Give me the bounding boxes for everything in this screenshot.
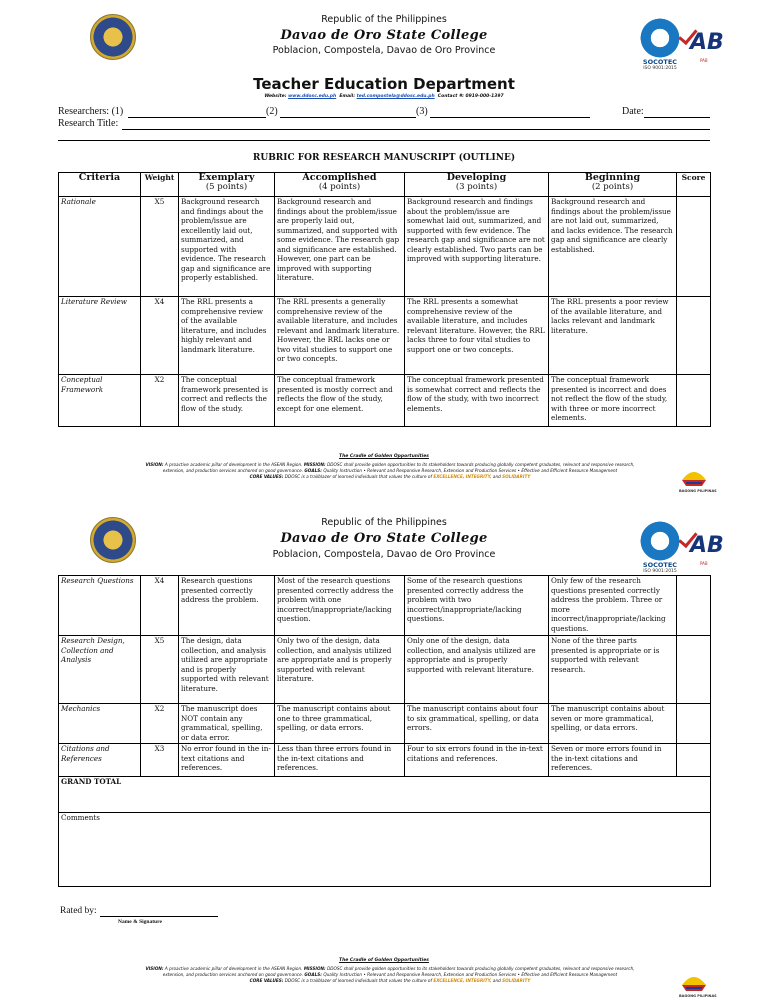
weight-cell: X5 (141, 636, 179, 704)
developing-cell: Background research and findings about the problem/issue are somewhat laid out, summarized, and supported with few evidence. The research gap and significance are not clearly established. Two parts can be improved with supporting literature. (405, 197, 549, 297)
exemplary-cell: The RRL presents a comprehensive review of the available literature, and includes highly relevant and landmark literature. (179, 297, 275, 375)
page-2 (0, 503, 768, 1006)
accomplished-cell: The conceptual framework presented is mostly correct and reflects the flow of the study, except for one element. (275, 375, 405, 427)
developing-cell: Some of the research questions presented correctly address the problem with two incorrect/inappropriate/lacking questions. (405, 576, 549, 636)
pab-label: PAB (700, 561, 708, 566)
score-cell[interactable] (677, 744, 711, 777)
developing-cell: The manuscript contains about four to six grammatical, spelling, or data errors. (405, 704, 549, 744)
comments-row (59, 813, 711, 887)
exemplary-cell: The design, data collection, and analysis utilized are appropriate and is properly supported with relevant literature. (179, 636, 275, 704)
researcher-3-field[interactable] (430, 117, 590, 118)
college-motto: The Cradle of Golden Opportunities (339, 958, 429, 963)
researcher-2-field[interactable] (280, 117, 416, 118)
vision-mission-block: VISION: A proactive academic pillar of development in the ASEAN Region. MISSION: DDOSC shall provide golden opportunities to its stakeholders towards producing globally competent graduates, relevant and responsive research, extension, and production services anchored on good governance. GOALS: Quality Instruction • Relevant and Responsive Research, Extension and Production Services • Effective and Efficient Resource Management CORE VALUES: DDOSC is a trailblazer of learned individuals that values the culture of EXCELLENCE, INTEGRITY, and SOLIDARITY (145, 462, 635, 479)
vision-mission-block: VISION: A proactive academic pillar of development in the ASEAN Region. MISSION: DDOSC shall provide golden opportunities to its stakeholders towards producing globally competent graduates, relevant and responsive research, extension, and production services anchored on good governance. GOALS: Quality Instruction • Relevant and Responsive Research, Extension and Production Services • Effective and Efficient Resource Management CORE VALUES: DDOSC is a trailblazer of learned individuals that values the culture of EXCELLENCE, INTEGRITY, and SOLIDARITY (145, 966, 635, 983)
accomplished-header: Accomplished (4 points) (275, 173, 405, 197)
score-cell[interactable] (677, 297, 711, 375)
divider (58, 140, 710, 141)
accomplished-cell: The manuscript contains about one to three grammatical, spelling, or data errors. (275, 704, 405, 744)
department-title: Teacher Education Department (253, 75, 515, 93)
table-row (59, 297, 711, 375)
name-signature-label: Name & Signature (118, 919, 162, 925)
researcher-2-label: (2) (266, 106, 278, 117)
exemplary-cell: Research questions presented correctly address the problem. (179, 576, 275, 636)
criteria-cell: Citations and References (59, 744, 141, 777)
developing-cell: The RRL presents a somewhat comprehensive review of the available literature, and includes relevant literature. However, the RRL lacks three to four vital studies to support one or two concepts. (405, 297, 549, 375)
website-link[interactable]: www.ddosc.edu.ph (288, 94, 337, 99)
exemplary-header: Exemplary (5 points) (179, 173, 275, 197)
score-header: Score (677, 173, 711, 197)
socotec-label: SOCOTEC (642, 561, 678, 569)
accomplished-cell: Most of the research questions presented correctly address the problem with one incorrect/inappropriate/lacking question. (275, 576, 405, 636)
researcher-1-field[interactable] (128, 117, 266, 118)
score-cell[interactable] (677, 197, 711, 297)
pab-label: PAB (700, 58, 708, 63)
grand-total-row (59, 777, 711, 813)
weight-cell: X3 (141, 744, 179, 777)
iso-label: ISO 9001:2015 (643, 66, 677, 71)
grand-total-label: GRAND TOTAL (59, 777, 711, 813)
bagong-pilipinas-logo (680, 971, 708, 993)
table-row (59, 375, 711, 427)
table-row (59, 744, 711, 777)
socotec-label: SOCOTEC (642, 58, 678, 66)
beginning-cell: None of the three parts presented is appropriate or is supported with relevant research. (549, 636, 677, 704)
criteria-cell: Literature Review (59, 297, 141, 375)
rated-by-field[interactable] (100, 916, 218, 917)
college-motto: The Cradle of Golden Opportunities (339, 454, 429, 459)
criteria-cell: Research Design, Collection and Analysis (59, 636, 141, 704)
rated-by-label: Rated by: (60, 906, 97, 916)
bagong-pilipinas-label: BAGONG PILIPINAS (679, 994, 717, 998)
socotec-cert-logo (640, 521, 680, 561)
criteria-cell: Mechanics (59, 704, 141, 744)
exemplary-cell: Background research and findings about the problem/issue are excellently laid out, summarized, and supported with evidence. The research gap and significance are properly established. (179, 197, 275, 297)
college-address: Poblacion, Compostela, Davao de Oro Province (272, 45, 496, 56)
rubric-table-1 (58, 172, 711, 427)
beginning-cell: Background research and findings about the problem/issue are not laid out, summarized, and lacks evidence. The research gap and significance are clearly established. (549, 197, 677, 297)
score-cell[interactable] (677, 375, 711, 427)
developing-cell: The conceptual framework presented is somewhat correct and reflects the flow of the study, with two incorrect elements. (405, 375, 549, 427)
weight-cell: X2 (141, 375, 179, 427)
exemplary-cell: The manuscript does NOT contain any grammatical, spelling, or data error. (179, 704, 275, 744)
developing-cell: Only one of the design, data collection, and analysis utilized are appropriate and is properly supported with relevant literature. (405, 636, 549, 704)
exemplary-cell: The conceptual framework presented is correct and reflects the flow of the study. (179, 375, 275, 427)
researcher-3-label: (3) (416, 106, 428, 117)
beginning-cell: The RRL presents a poor review of the available literature, and lacks relevant and landmark literature. (549, 297, 677, 375)
bagong-pilipinas-logo (680, 466, 708, 488)
weight-cell: X2 (141, 704, 179, 744)
email-link[interactable]: ted.compostela@ddosc.edu.ph (356, 94, 435, 99)
weight-cell: X4 (141, 297, 179, 375)
table-row (59, 704, 711, 744)
date-label: Date: (622, 106, 644, 117)
research-title-field[interactable] (122, 129, 710, 130)
comments-field[interactable]: Comments (59, 813, 711, 887)
beginning-cell: Seven or more errors found in the in-text citations and references. (549, 744, 677, 777)
weight-cell: X5 (141, 197, 179, 297)
exemplary-cell: No error found in the in-text citations and references. (179, 744, 275, 777)
rubric-header-row (59, 173, 711, 197)
beginning-cell: The manuscript contains about seven or more grammatical, spelling, or data errors. (549, 704, 677, 744)
republic-text: Republic of the Philippines (321, 517, 447, 528)
accomplished-cell: Less than three errors found in the in-text citations and references. (275, 744, 405, 777)
weight-header: Weight (141, 173, 179, 197)
developing-header: Developing (3 points) (405, 173, 549, 197)
iso-label: ISO 9001:2015 (643, 569, 677, 574)
contact-line: Website: www.ddosc.edu.ph Email: ted.compostela@ddosc.edu.ph Contact #: 0919-000-1397 (264, 94, 504, 99)
college-name: Davao de Oro State College (280, 531, 488, 546)
college-address: Poblacion, Compostela, Davao de Oro Province (272, 549, 496, 560)
accomplished-cell: Background research and findings about the problem/issue are properly laid out, summarized, and supported with some evidence. The research gap and significance are established. However, one part can be improved with supporting literature. (275, 197, 405, 297)
research-title-label: Research Title: (58, 118, 119, 129)
score-cell[interactable] (677, 576, 711, 636)
beginning-header: Beginning (2 points) (549, 173, 677, 197)
date-field[interactable] (644, 117, 710, 118)
rubric-title: RUBRIC FOR RESEARCH MANUSCRIPT (OUTLINE) (252, 153, 516, 163)
weight-cell: X4 (141, 576, 179, 636)
criteria-cell: Conceptual Framework (59, 375, 141, 427)
beginning-cell: The conceptual framework presented is incorrect and does not reflect the flow of the study, with three or more incorrect elements. (549, 375, 677, 427)
criteria-cell: Research Questions (59, 576, 141, 636)
score-cell[interactable] (677, 636, 711, 704)
score-cell[interactable] (677, 704, 711, 744)
rubric-table-2 (58, 575, 711, 887)
republic-text: Republic of the Philippines (321, 14, 447, 25)
researchers-label: Researchers: (1) (58, 106, 124, 117)
table-row (59, 636, 711, 704)
bagong-pilipinas-label: BAGONG PILIPINAS (679, 489, 717, 493)
socotec-cert-logo (640, 18, 680, 58)
table-row (59, 197, 711, 297)
accomplished-cell: Only two of the design, data collection, and analysis utilized are appropriate and is properly supported with relevant literature. (275, 636, 405, 704)
pab-logo: AB (690, 30, 724, 55)
accomplished-cell: The RRL presents a generally comprehensive review of the available literature, and includes relevant and landmark literature. However, the RRL lacks one or two vital studies to support one or two concepts. (275, 297, 405, 375)
beginning-cell: Only few of the research questions presented correctly address the problem. Three or more incorrect/inappropriate/lacking questions. (549, 576, 677, 636)
pab-logo: AB (690, 533, 724, 558)
table-row (59, 576, 711, 636)
developing-cell: Four to six errors found in the in-text citations and references. (405, 744, 549, 777)
criteria-header: Criteria (59, 173, 141, 197)
college-name: Davao de Oro State College (280, 28, 488, 43)
criteria-cell: Rationale (59, 197, 141, 297)
